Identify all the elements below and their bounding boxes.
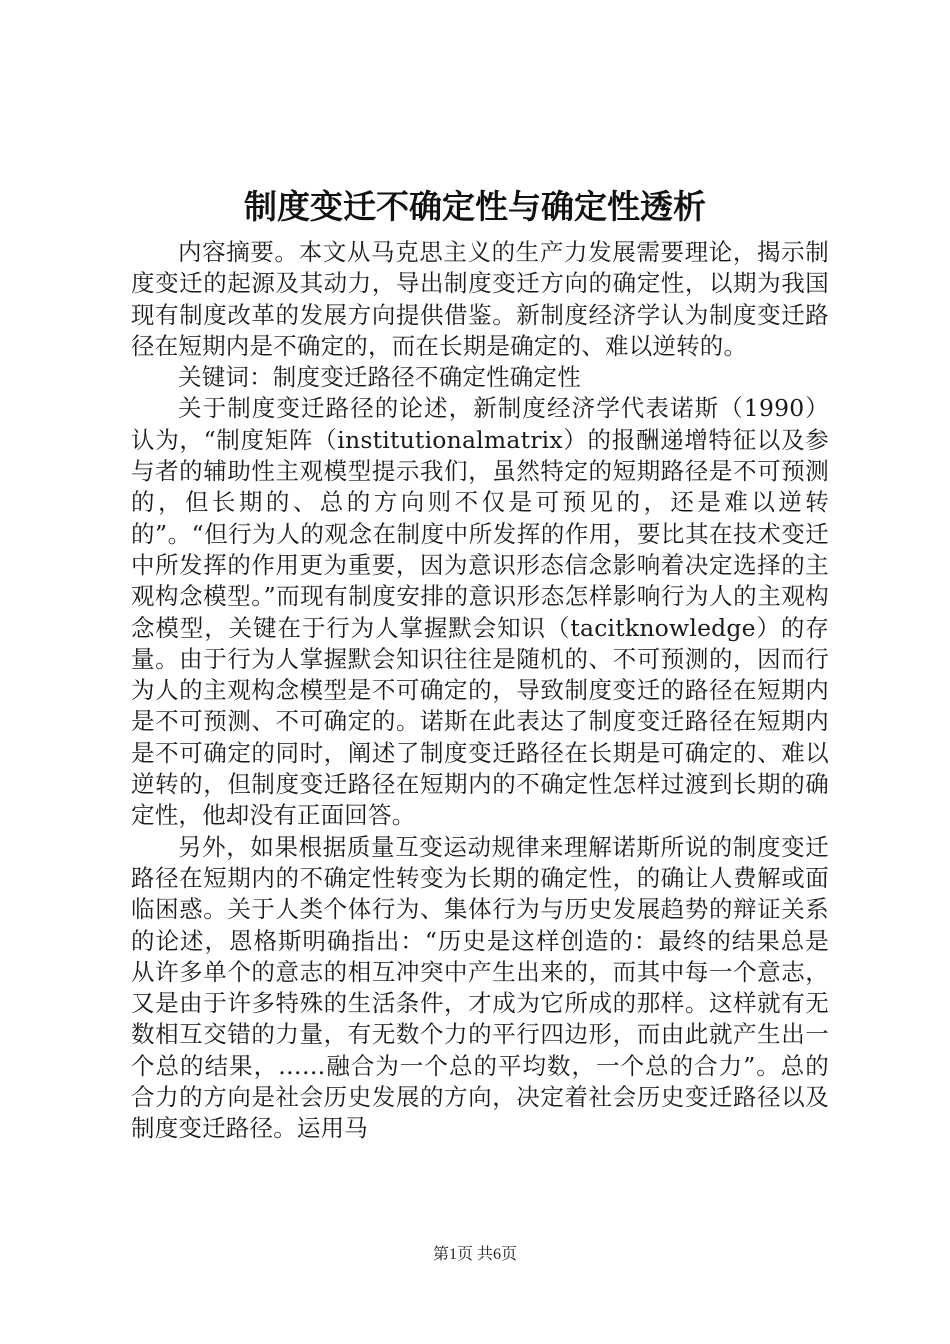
- page-footer: 第1页 共6页: [432, 1246, 517, 1263]
- body-paragraph-2: 另外，如果根据质量互变运动规律来理解诺斯所说的制度变迁路径在短期内的不确定性转变为长期的确定性，的确让人费解或面临困惑。关于人类个体行为、集体行为与历史发展趋势的辩证关系的论述，恩格斯明确指出：“历史是这样创造的：最终的结果总是从许多单个的意志的相互冲突中产生出来的，而其中每一个意志，又是由于许多特殊的生活条件，才成为它所成的那样。这样就有无数相互交错的力量，有无数个力的平行四边形，而由此就产生出一个总的结果，……融合为一个总的平均数，一个总的合力”。总的合力的方向是社会历史发展的方向，决定着社会历史变迁路径以及制度变迁路径。运用马: [131, 832, 829, 1143]
- document-title: 制度变迁不确定性与确定性透析: [244, 187, 706, 226]
- body-paragraph-1: 关于制度变迁路径的论述，新制度经济学代表诺斯（1990）认为，“制度矩阵（institutionalmatrix）的报酬递增特征以及参与者的辅助性主观模型提示我们，虽然特定的短期路径是不可预测的，但长期的、总的方向则不仅是可预见的，还是难以逆转的”。“但行为人的观念在制度中所发挥的作用，要比其在技术变迁中所发挥的作用更为重要，因为意识形态信念影响着决定选择的主观构念模型。”而现有制度安排的意识形态怎样影响行为人的主观构念模型，关键在于行为人掌握默会知识（tacitknowledge）的存量。由于行为人掌握默会知识往往是随机的、不可预测的，因而行为人的主观构念模型是不可确定的，导致制度变迁的路径在短期内是不可预测、不可确定的。诺斯在此表达了制度变迁路径在短期内是不可确定的同时，阐述了制度变迁路径在长期是可确定的、难以逆转的，但制度变迁路径在短期内的不确定性怎样过渡到长期的确定性，他却没有正面回答。: [131, 394, 829, 830]
- document-body: [131, 237, 829, 1145]
- abstract-paragraph: 内容摘要。本文从马克思主义的生产力发展需要理论，揭示制度变迁的起源及其动力，导出制度变迁方向的确定性，以期为我国现有制度改革的发展方向提供借鉴。新制度经济学认为制度变迁路径在短期内是不确定的，而在长期是确定的、难以逆转的。: [131, 238, 829, 360]
- keywords-paragraph: 关键词：制度变迁路径不确定性确定性: [178, 363, 581, 392]
